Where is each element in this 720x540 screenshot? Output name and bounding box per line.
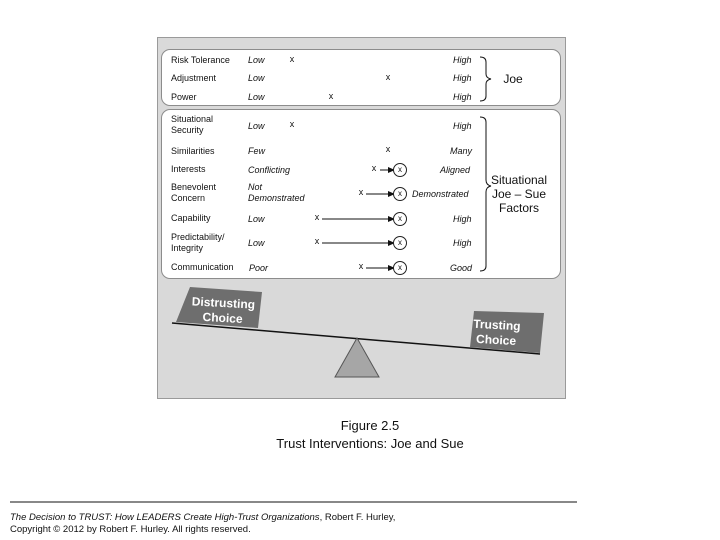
marker-benevolent-start: x	[358, 187, 364, 197]
marker-risk-tolerance: x	[289, 54, 295, 64]
marker-communication-start: x	[358, 261, 364, 271]
row-high-similarities: Many	[450, 146, 473, 156]
row-label-risk-tolerance: Risk Tolerance	[171, 55, 230, 65]
marker-power: x	[328, 91, 334, 101]
footer-book-title: The Decision to TRUST: How LEADERS Create High-Trust Organizations	[10, 512, 320, 523]
row-label-interests: Interests	[171, 164, 206, 174]
footer-line-2: Copyright © 2012 by Robert F. Hurley. All rights reserved.	[10, 524, 251, 535]
caption-title: Trust Interventions: Joe and Sue	[276, 436, 464, 451]
row-low-risk-tolerance: Low	[248, 55, 265, 65]
marker-benevolent-end: x	[393, 187, 407, 201]
joe-group-label: Joe	[503, 72, 523, 86]
distrusting-choice-label: Distrusting Choice	[191, 294, 256, 327]
row-low-similarities: Few	[248, 146, 266, 156]
row-label-adjustment: Adjustment	[171, 73, 217, 83]
row-high-situational-security: High	[453, 121, 472, 131]
row-low-power: Low	[248, 92, 265, 102]
figure-caption	[200, 417, 540, 453]
marker-interests-end: x	[393, 163, 407, 177]
scale-fulcrum	[335, 338, 379, 377]
row-high-risk-tolerance: High	[453, 55, 472, 65]
footer-author: , Robert F. Hurley,	[319, 512, 396, 523]
row-low-benevolent-concern: Not Demonstrated	[248, 182, 305, 203]
row-label-power: Power	[171, 92, 197, 102]
situational-group-label: Situational Joe – Sue Factors	[490, 173, 548, 215]
marker-predictability-start: x	[314, 236, 320, 246]
row-label-similarities: Similarities	[171, 146, 215, 156]
row-label-predictability-integrity: Predictability/ Integrity	[171, 232, 225, 253]
row-high-interests: Aligned	[440, 165, 471, 175]
marker-capability-end: x	[393, 212, 407, 226]
row-high-power: High	[453, 92, 472, 102]
marker-situational-security: x	[289, 119, 295, 129]
joe-brace	[480, 57, 491, 101]
marker-communication-end: x	[393, 261, 407, 275]
row-low-communication: Poor	[249, 263, 269, 273]
marker-predictability-end: x	[393, 236, 407, 250]
footer-line-1	[10, 512, 570, 524]
marker-adjustment: x	[385, 72, 391, 82]
copyright-footer	[10, 512, 570, 536]
row-low-adjustment: Low	[248, 73, 265, 83]
row-high-benevolent-concern: Demonstrated	[412, 189, 469, 199]
row-label-communication: Communication	[171, 262, 234, 272]
row-high-capability: High	[453, 214, 472, 224]
marker-similarities: x	[385, 144, 391, 154]
row-low-interests: Conflicting	[248, 165, 291, 175]
row-low-predictability-integrity: Low	[248, 238, 265, 248]
row-high-communication: Good	[450, 263, 473, 273]
row-low-capability: Low	[248, 214, 265, 224]
row-label-situational-security: Situational Security	[171, 114, 214, 135]
marker-interests-start: x	[371, 163, 377, 173]
row-high-predictability-integrity: High	[453, 238, 472, 248]
row-low-situational-security: Low	[248, 121, 265, 131]
row-label-benevolent-concern: Benevolent Concern	[171, 182, 217, 203]
row-high-adjustment: High	[453, 73, 472, 83]
caption-figure-number: Figure 2.5	[340, 418, 400, 433]
marker-capability-start: x	[314, 212, 320, 222]
trusting-choice-label: Trusting Choice	[472, 316, 521, 349]
row-label-capability: Capability	[171, 213, 211, 223]
